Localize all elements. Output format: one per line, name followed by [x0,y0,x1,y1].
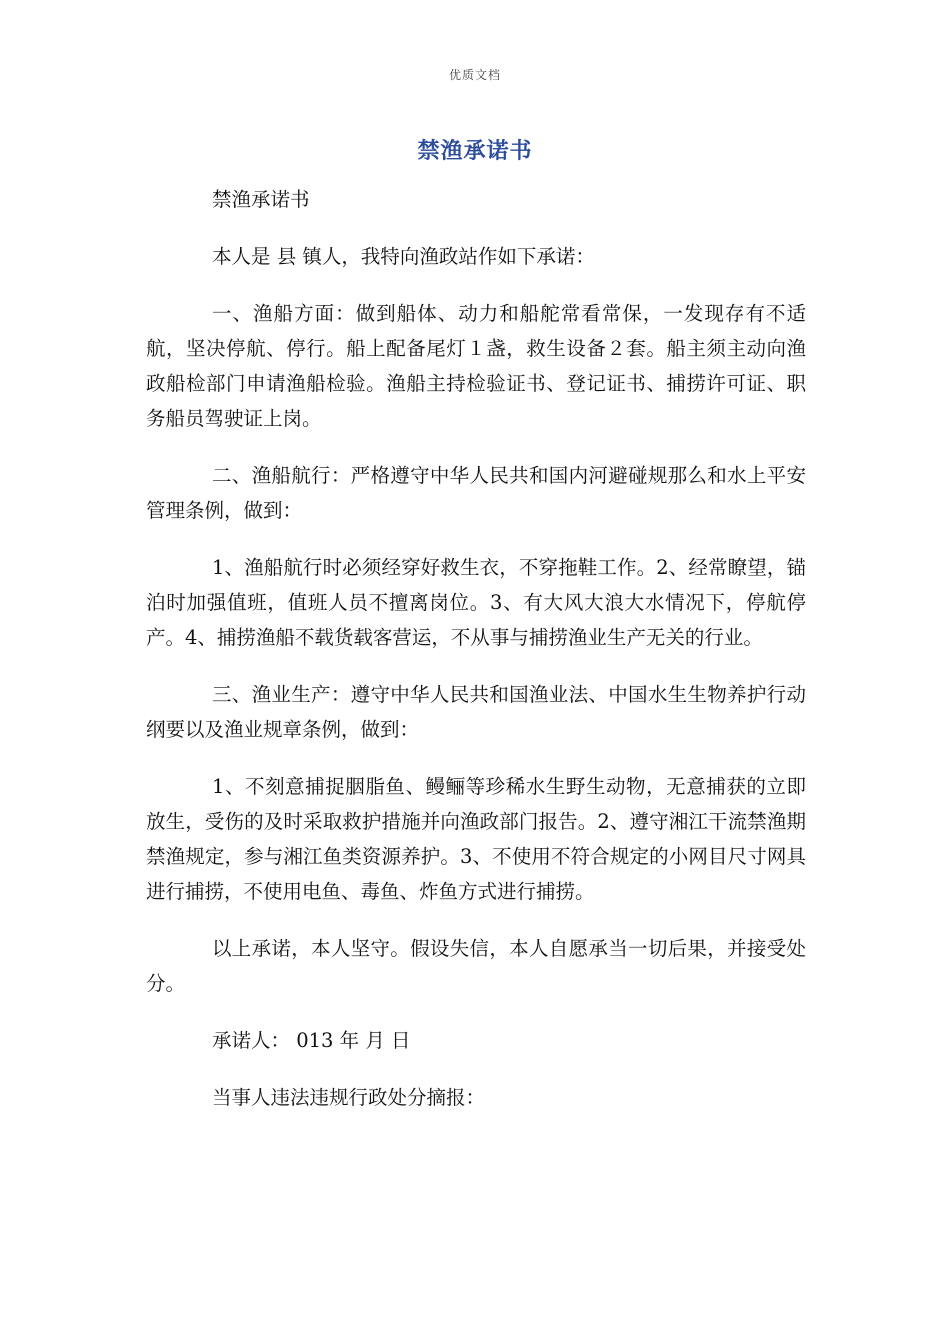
subtitle-paragraph: 禁渔承诺书 [212,188,310,211]
section-production-paragraph: 三、渔业生产：遵守中华人民共和国渔业法、中国水生生物养护行动纲要以及渔业规章条例，做到： [146,683,806,741]
closing-paragraph: 以上承诺，本人坚守。假设失信，本人自愿承当一切后果，并接受处分。 [146,937,806,995]
violation-report-line: 当事人违法违规行政处分摘报： [212,1086,486,1109]
signature-line: 承诺人： 013 年 月 日 [212,1029,411,1052]
document-title: 禁渔承诺书 [417,139,533,164]
page-header: 优质文档 [448,68,501,82]
navigation-rules-paragraph: 1、渔船航行时必须经穿好救生衣，不穿拖鞋工作。2、经常瞭望，锚泊时加强值班，值班人员不擅离岗位。3、有大风大浪大水情况下，停航停产。4、捕捞渔船不载货载客营运，不从事与捕捞渔业生产无关的行业。 [146,556,806,649]
section-navigation-paragraph: 二、渔船航行：严格遵守中华人民共和国内河避碰规那么和水上平安管理条例，做到： [146,464,806,522]
production-rules-paragraph: 1、不刻意捕捉胭脂鱼、鳗鲡等珍稀水生野生动物，无意捕获的立即放生，受伤的及时采取救护措施并向渔政部门报告。2、遵守湘江干流禁渔期禁渔规定，参与湘江鱼类资源养护。3、不使用不符合规定的小网目尺寸网具进行捕捞，不使用电鱼、毒鱼、炸鱼方式进行捕捞。 [146,775,806,903]
section-vessel-paragraph: 一、渔船方面：做到船体、动力和船舵常看常保，一发现存有不适航，坚决停航、停行。船上配备尾灯１盏，救生设备２套。船主须主动向渔政船检部门申请渔船检验。渔船主持检验证书、登记证书、捕捞许可证、职务船员驾驶证上岗。 [146,302,806,430]
intro-paragraph: 本人是 县 镇人，我特向渔政站作如下承诺： [212,245,595,268]
document-body [146,182,806,1137]
